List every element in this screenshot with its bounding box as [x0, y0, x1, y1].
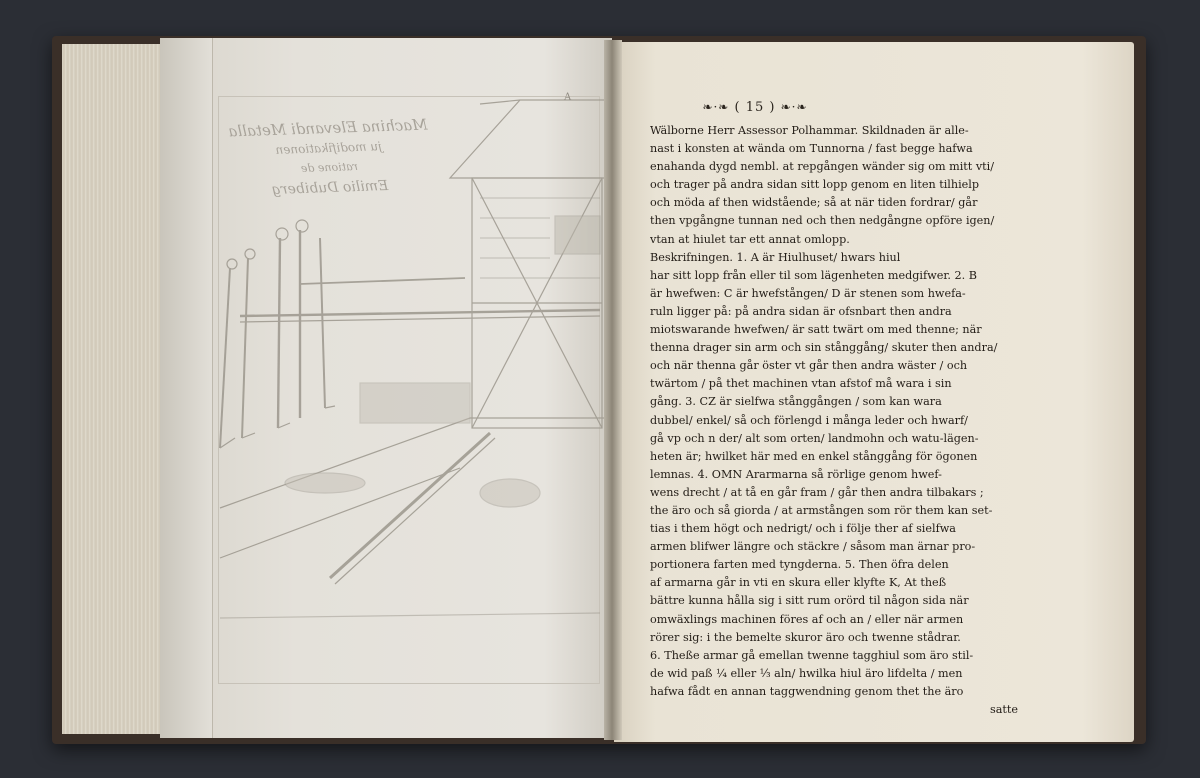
page-number-text: ( 15 ) [734, 100, 776, 115]
text-line: nast i konsten at wända om Tunnorna / fast begge hafwa [650, 142, 973, 156]
plate-caption-line-4: Emilio Dubiberg [271, 177, 389, 199]
text-line: heten är; hwilket här med en enkel stånggång för ögonen [650, 449, 978, 463]
text-line: Beskrifningen. 1. A är Hiulhuset/ hwars hiul [650, 250, 901, 264]
text-line: gå vp och n der/ alt som orten/ landmohn och watu-lägen- [650, 431, 979, 445]
left-page-plate [160, 38, 612, 738]
ornament-left-icon: ❧·❧ [702, 100, 730, 114]
text-line: ruln ligger på: på andra sidan är ofsnbart then andra [650, 304, 952, 318]
text-line: Wälborne Herr Assessor Polhammar. Skildnaden är alle- [650, 124, 969, 137]
text-line: then vpgångne tunnan ned och then nedgångne opföre igen/ [650, 214, 995, 228]
text-line: och trager på andra sidan sitt lopp genom en liten tilhielp [650, 178, 980, 192]
text-line: 6. Theße armar gå emellan twenne tagghiul som äro stil- [650, 648, 974, 662]
text-line: gång. 3. CZ är sielfwa stånggången / som kan wara [650, 395, 942, 409]
text-line: miotswarande hwefwen/ är satt twärt om med thenne; när [650, 323, 982, 337]
text-line: enahanda dygd nembl. at repgången wänder sig om mitt vti/ [650, 160, 995, 174]
body-text [650, 122, 1022, 719]
text-line: omwäxlings machinen föres af och an / eller när armen [650, 612, 964, 626]
text-line: hafwa fådt en annan taggwendning genom thet the äro [650, 684, 964, 698]
text-line: vtan at hiulet tar ett annat omlopp. [650, 232, 850, 246]
text-line: wens drecht / at tå en går fram / går then andra tilbakars ; [650, 485, 984, 499]
text-line: de wid paß ¼ eller ⅓ aln/ hwilka hiul äro lifdelta / men [650, 666, 963, 680]
book-gutter [604, 40, 622, 740]
text-line: och när thenna går öster vt går then andra wäster / och [650, 359, 968, 373]
text-line: twärtom / på thet machinen vtan afstof må wara i sin [650, 377, 952, 391]
plate-letter-a: A [564, 92, 572, 103]
text-line: lemnas. 4. OMN Ararmarna så rörlige genom hwef- [650, 467, 942, 481]
page-number [620, 100, 890, 115]
text-line: thenna drager sin arm och sin stånggång/ skuter then andra/ [650, 341, 998, 355]
text-line: af armarna går in vti en skura eller klyfte K, At theß [650, 576, 947, 590]
text-line: satte [989, 703, 1018, 716]
text-line: har sitt lopp från eller til som lägenheten medgifwer. 2. B [650, 268, 977, 282]
text-line: portionera farten med tyngderna. 5. Then öfra delen [650, 558, 949, 572]
text-line: the äro och så giorda / at armstången som rör them kan set- [650, 503, 993, 517]
text-line: rörer sig: i the bemelte skuror äro och twenne stådrar. [650, 630, 961, 644]
text-line: tias i them högt och nedrigt/ och i följe ther af sielfwa [650, 522, 956, 536]
text-line: bättre kunna hålla sig i sitt rum orörd til någon sida när [650, 594, 969, 608]
text-line: dubbel/ enkel/ så och förlengd i många leder och hwarf/ [650, 413, 968, 427]
plate-caption-mirrored [213, 114, 446, 202]
text-line: och möda af then widstående; så at när tiden fordrar/ går [650, 196, 978, 210]
text-line: armen blifwer längre och stäckre / såsom man ärnar pro- [650, 540, 976, 554]
plate-caption-line-2: ju modifikationen [275, 139, 383, 157]
ornament-right-icon: ❧·❧ [780, 100, 808, 114]
plate-caption-line-3: ratione de [300, 160, 359, 175]
plate-caption-line-1: Machina Elevandi Metalla [228, 115, 428, 141]
text-line: är hwefwen: C är hwefstången/ D är stenen som hwefa- [650, 286, 966, 300]
